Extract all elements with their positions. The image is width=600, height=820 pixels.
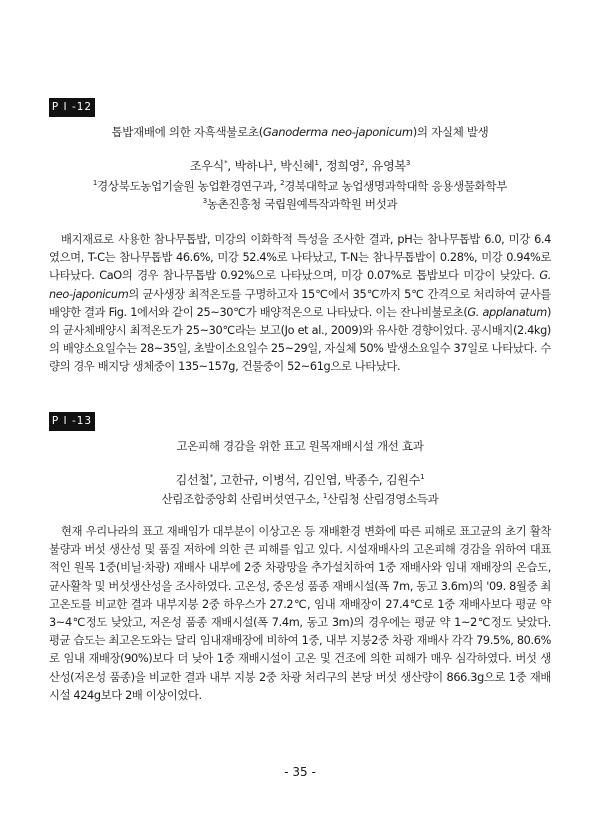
affiliation-sup: 2: [280, 179, 285, 188]
author-name: 박종수: [344, 473, 379, 487]
author-name: 김선철: [175, 473, 210, 487]
abstract-title: [0, 438, 600, 454]
affiliation-line: [0, 178, 600, 194]
affiliation-sup: 3: [202, 197, 207, 206]
author-list: 조우식*, 박하나$^1$, 박신혜$^1$, 정희영$^2$, 유영복$^3$: [189, 159, 411, 173]
section-tag: P I -12: [49, 98, 95, 117]
affiliation-text: 경북대학교 농업생명과학대학 응용생물화학부: [284, 179, 508, 193]
abstract-body: 현재 우리나라의 표고 재배임가 대부분이 이상고온 등 재배환경 변화에 따른 피해로 표고균의 초기 활착불량과 버섯 생산성 및 품질 저하에 의한 큰 피해를 입고 있다. 시설재배사의 고온피해 경감을 위하여 대표적인 원목 1중(비닐·차광) 재배사 내부에 2중 차광망을 추가설치하여 1중 재배사와 임내 재배장의 온습도, 균사활착 및 버섯생산성을 조사하였다. 고온성, 중온성 품종 재배시설(폭 7m, 동고 3.6m)의 '09. 8월중 최고온도를 비교한 결과 내부지붕 2중 하우스가 27.2℃, 임내 재배장이 27.4℃로 1중 재배사보다 평균 약 3~4℃정도 낮았고, 저온성 품종 재배시설(폭 7.4m, 동고 3m)의 경우에는 평균 약 1~2℃정도 낮았다. 평균 습도는 최고온도와는 달리 임내재배장에 비하여 1중, 내부 지붕2중 차광 재배사 각각 79.5%, 80.6%로 임내 재배장(90%)보다 더 낮아 1중 재배시설이 고온 및 건조에 의한 피해가 매우 심각하였다. 버섯 생산성(저온성 품종)을 비교한 결과 내부 지붕 2중 차광 처리구의 본당 버섯 생산량이 866.3g으로 1중 재배시설 424g보다 2배 이상이었다.: [49, 525, 551, 702]
author-name: 정희영: [325, 159, 361, 173]
title-text: 톱밥재배에 의한 자흑색불로초(: [111, 125, 263, 139]
affiliation-text: 경상북도농업기술원 농업환경연구과,: [97, 179, 281, 193]
affiliation-line: [0, 196, 600, 212]
affiliation-sup: 1: [322, 492, 328, 501]
body-text: )의 균사체배양시 최적온도가 25~30℃라는 보고(Jo et al., 2009)와 유사한 경향이었다. 공시배지(2.4kg)의 배양소요일수는 28~35일, 초발이소요일수 25~29일, 자실체 50% 발생소요일수 37일로 나타났다. 수량의 경우 배지당 생체중이 135~157g, 건물중이 52~61g으로 나타났다.: [49, 305, 552, 374]
section-tag: P I -13: [49, 412, 95, 431]
author-name: 김인엽: [303, 473, 338, 487]
abstract-title: [0, 124, 600, 140]
author-name: 조우식: [189, 159, 225, 173]
author-sup: *: [209, 473, 214, 481]
author-sup: 3: [405, 159, 411, 167]
author-list: 김선철*, 고한규, 이병석, 김인엽, 박종수, 김원수$^1$: [175, 473, 425, 487]
body-text: 의 균사생장 최적온도를 구명하고자 15℃에서 35℃까지 5℃ 간격으로 처리하여 균사를 배양한 결과 Fig. 1에서와 같이 25~30℃가 배양적온으로 나타났다. 이는 잔나비불로초(: [49, 287, 551, 319]
body-scientific-name: G. applanatum: [467, 305, 547, 319]
affiliation-text: 산림청 산림경영소득과: [327, 492, 439, 506]
affiliation-text: 산림조합중앙회 산림버섯연구소,: [161, 492, 323, 506]
body-scientific-name: G. neo-japonicum: [49, 269, 551, 301]
author-name: 김원수: [385, 473, 421, 487]
author-name: 박하나: [234, 159, 269, 173]
title-text: )의 자실체 발생: [412, 125, 489, 139]
body-text: 배지재료로 사용한 참나무톱밥, 미강의 이화학적 특성을 조사한 결과, pH는 참나무톱밥 6.0, 미강 6.4 였으며, T-C는 참나무톱밥 46.6%, 미강 52.4%로 나타났고, T-N는 참나무톱밥이 0.28%, 미강 0.94%로 나타났다. CaO의 경우 참나무톱밥 0.92%으로 나타났으며, 미강 0.07%로 톱밥보다 미강이 낮았다.: [49, 233, 551, 283]
page-number: - 35 -: [284, 765, 316, 779]
title-scientific-name: Ganoderma neo-japonicum: [262, 125, 413, 139]
affiliation-line: [0, 491, 600, 507]
affiliation-text: 농촌진흥청 국립원예특작과학원 버섯과: [206, 197, 398, 211]
author-sup: 2: [360, 159, 365, 167]
author-name: 이병석: [261, 473, 296, 487]
author-name: 고한규: [220, 473, 255, 487]
affiliation-sup: 1: [92, 179, 98, 188]
author-sup: 1: [420, 473, 425, 481]
author-sup: 1: [268, 159, 274, 167]
author-name: 유영복: [371, 159, 406, 173]
author-sup: 1: [314, 159, 319, 167]
title-text: 고온피해 경감을 위한 표고 원목재배시설 개선 효과: [176, 439, 424, 453]
author-name: 박신혜: [280, 159, 315, 173]
abstract-body: [49, 231, 551, 377]
author-sup: *: [224, 159, 228, 167]
